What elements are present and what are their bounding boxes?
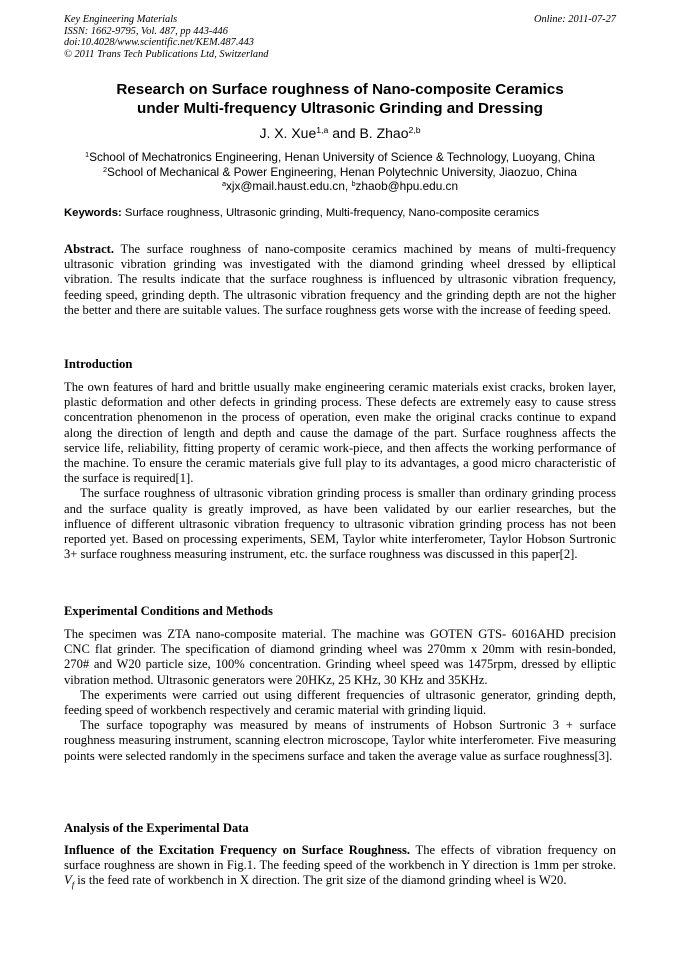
copyright-line: © 2011 Trans Tech Publications Ltd, Switzerland	[64, 48, 269, 60]
abstract-label: Abstract.	[64, 242, 115, 256]
email-line	[64, 179, 616, 194]
author-line	[64, 124, 616, 142]
analysis-heading: Analysis of the Experimental Data	[64, 821, 249, 835]
doi-line: doi:10.4028/www.scientific.net/KEM.487.443	[64, 37, 254, 48]
author-1-marker: 1,a	[316, 125, 329, 136]
vf-symbol	[64, 873, 75, 890]
abstract	[64, 242, 616, 318]
author-2-marker: 2,b	[408, 125, 421, 136]
title-line-1: Research on Surface roughness of Nano-composite Ceramics	[116, 81, 564, 98]
introduction-paragraph-2: The surface roughness of ultrasonic vibration grinding process is smaller than ordinary grinding process and the surface quality is greatly improved, as have been validated by our earlier researches, but the influence of different ultrasonic vibration frequency to ultrasonic vibration grinding process has not been reported yet. Based on processing experiments, SEM, Taylor white interferometer, Taylor Hobson Surtronic 3+ surface roughness measuring instrument, etc. the surface roughness was discussed in this paper[2].	[64, 486, 616, 562]
email-b-marker: b	[351, 178, 356, 188]
keywords	[64, 206, 616, 220]
methods-paragraph-3: The surface topography was measured by means of instruments of Hobson Surtronic 3 + surface roughness measuring instrument, scanning electron microscope, Taylor white interferometer. Five measuring points were selected randomly in the specimens surface and taken the average value as surface roughness[3].	[64, 718, 616, 763]
affiliation-2	[64, 165, 616, 180]
affiliation-1	[64, 150, 616, 165]
analysis-text-a: The effects of vibration frequency on surface roughness are shown in Fig.1. The feeding speed of the workbench in Y direction is 1mm per stroke.	[64, 843, 617, 873]
issn-line: ISSN: 1662-9795, Vol. 487, pp 443-446	[64, 25, 228, 37]
author-joiner: and	[328, 125, 360, 141]
online-date: Online: 2011-07-27	[533, 14, 616, 25]
methods-paragraph-2: The experiments were carried out using different frequencies of ultrasonic generator, grinding depth, feeding speed of workbench respectively and ceramic material with grinding liquid.	[64, 687, 616, 718]
analysis-text-b: is the feed rate of workbench in X direction. The grit size of the diamond grinding wheel is W20.	[74, 873, 567, 888]
analysis-subheading: Influence of the Excitation Frequency on Surface Roughness.	[64, 843, 411, 857]
abstract-text: The surface roughness of nano-composite ceramics machined by means of multi-frequency ultrasonic vibration grinding was investigated with the diamond grinding wheel dressed by elliptical vibration. The results indicate that the surface roughness is influenced by ultrasonic vibration frequency, feeding speed, grinding depth. The ultrasonic vibration frequency and the grinding depth are not the higher the better and there are suitable values. The surface roughness gets worse with the increase of feeding speed.	[64, 242, 616, 317]
affiliation-1-marker: 1	[85, 149, 90, 159]
email-a[interactable]: xjx@mail.haust.edu.cn,	[226, 179, 352, 193]
affiliation-2-marker: 2	[102, 164, 108, 174]
methods-paragraph-1: The specimen was ZTA nano-composite material. The machine was GOTEN GTS- 6016AHD precision CNC flat grinder. The specification of diamond grinding wheel was 270mm x 20mm with resin-bonded, 270# and W20 particle size, 100% concentration. Grinding wheel speed was 1475rpm, dressed by elliptic vibration method. Ultrasonic generators were 20HKz, 25 KHz, 30 KHz and 35KHz.	[64, 627, 616, 687]
methods-body	[64, 627, 616, 764]
keywords-text: Surface roughness, Ultrasonic grinding, Multi-frequency, Nano-composite ceramics	[121, 207, 540, 219]
keywords-label: Keywords:	[64, 207, 122, 219]
journal-header	[64, 14, 616, 60]
introduction-body	[64, 380, 616, 562]
analysis-paragraph-1	[64, 843, 616, 893]
vf-subscript: f	[71, 879, 75, 890]
introduction-heading: Introduction	[64, 357, 133, 371]
paper-title	[64, 80, 616, 118]
author-2: B. Zhao	[359, 125, 409, 141]
affiliation-2-text: School of Mechanical & Power Engineering, Henan Polytechnic University, Jiaozuo, China	[107, 164, 577, 179]
title-line-2: under Multi-frequency Ultrasonic Grinding and Dressing	[137, 100, 543, 117]
email-a-marker: a	[221, 178, 227, 188]
affiliation-1-text: School of Mechatronics Engineering, Henan University of Science & Technology, Luoyang, China	[89, 150, 595, 164]
affiliations	[64, 150, 616, 194]
introduction-paragraph-1: The own features of hard and brittle usually make engineering ceramic materials exist cracks, broken layer, plastic deformation and other defects in grinding process. These defects are extremely easy to cause stress concentration phenomenon in the process of operation, even make the original cracks continue to expand along the direction of length and depth and cause the damage of the part. Surface roughness affects the service life, reliability, fitting property of ceramic work-piece, and then affects the working performance of the machine. To ensure the ceramic materials give full play to its advantages, a good micro characteristic of the surface is required[1].	[64, 380, 616, 486]
email-b[interactable]: zhaob@hpu.edu.cn	[355, 179, 459, 193]
journal-name: Key Engineering Materials	[64, 14, 178, 25]
analysis-body	[64, 843, 616, 893]
author-1: J. X. Xue	[259, 125, 317, 141]
vf-base: V	[64, 873, 72, 888]
methods-heading: Experimental Conditions and Methods	[64, 604, 273, 618]
